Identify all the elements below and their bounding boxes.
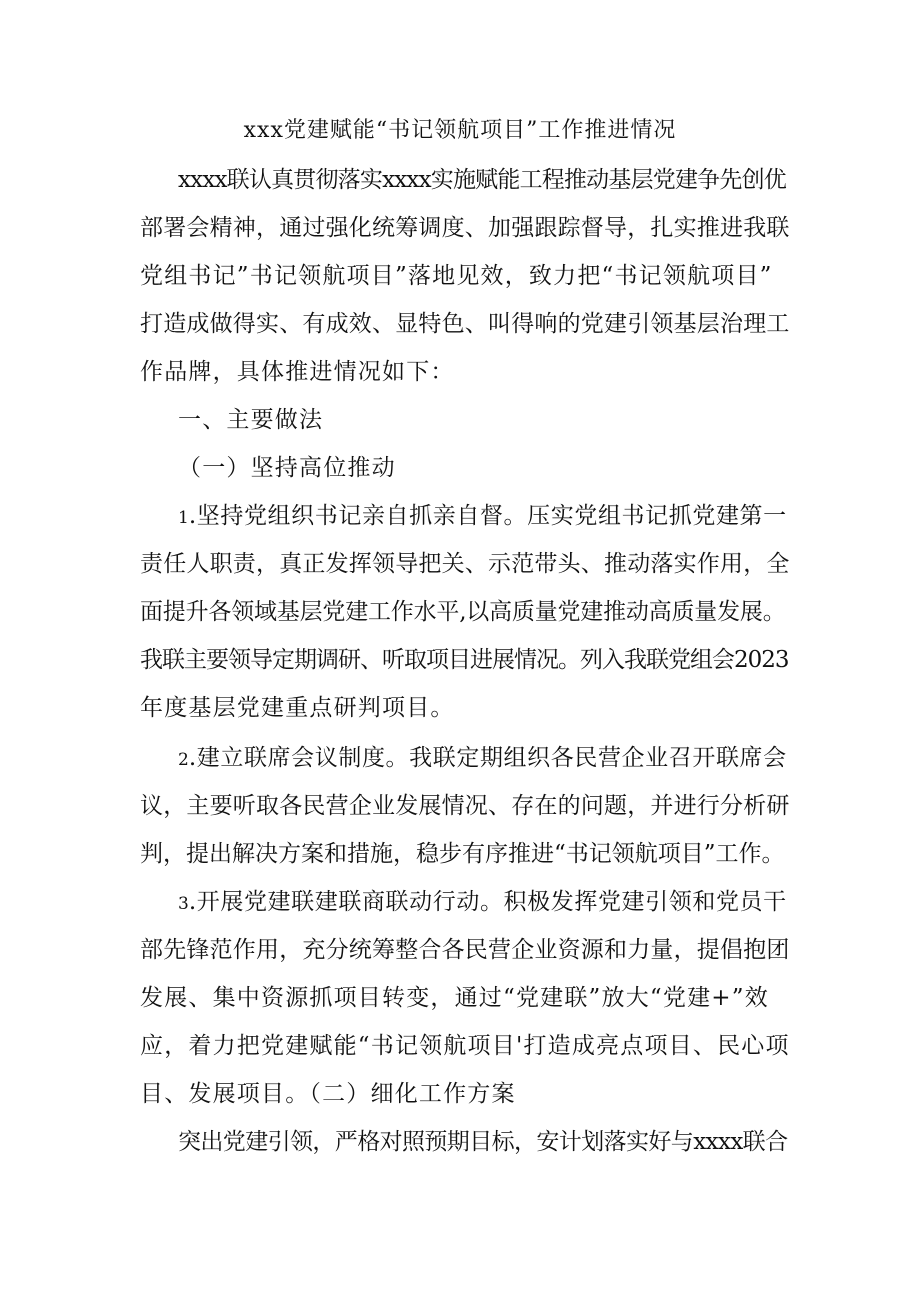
- item-1-line-5: 年度基层党建重点研判项目。: [140, 695, 455, 721]
- intro-line-4: 打造成做得实、有成效、显特色、叫得响的党建引领基层治理工: [140, 311, 790, 337]
- intro-line-2: 部署会精神，通过强化统筹调度、加强跟踪督导，扎实推进我联: [140, 215, 790, 241]
- item-3-line-1: 3.开展党建联建联商联动行动。积极发挥党建引领和党员干: [178, 889, 787, 915]
- item-1-line-4: 我联主要领导定期调研、听取项目进展情况。列入我联党组会2023: [140, 647, 789, 673]
- item-1-line-3: 面提升各领域基层党建工作水平,以高质量党建推动高质量发展。: [140, 599, 786, 625]
- item-1-number: 1: [178, 508, 189, 528]
- item-3-line-3: 发展、集中资源抓项目转变，通过“党建联”放大“党建+”效: [140, 985, 769, 1011]
- section-heading: 一、主要做法: [178, 407, 324, 433]
- item-2-line-1: 2.建立联席会议制度。我联定期组织各民营企业召开联席会: [178, 745, 787, 771]
- item-2-line-2: 议，主要听取各民营企业发展情况、存在的问题，并进行分析研: [140, 793, 790, 819]
- item-2-number: 2: [178, 750, 189, 770]
- intro-line-5: 作品牌，具体推进情况如下：: [140, 359, 455, 385]
- item-1-line-1: 1.坚持党组织书记亲自抓亲自督。压实党组书记抓党建第一: [178, 503, 787, 529]
- intro-line-1: xxxx联认真贯彻落实xxxx实施赋能工程推动基层党建争先创优: [178, 167, 786, 193]
- intro-line-3: 党组书记”书记领航项目”落地见效，致力把“书记领航项目”: [140, 263, 773, 289]
- item-3-line-4: 应，着力把党建赋能“书记领航项目'打造成亮点项目、民心项: [140, 1033, 790, 1059]
- item-3-line-5: 目、发展项目。（二）细化工作方案: [140, 1081, 516, 1107]
- item-2-line-3: 判，提出解决方案和措施，稳步有序推进“书记领航项目”工作。: [140, 841, 785, 867]
- item-3-number: 3: [178, 894, 189, 914]
- document-title: xxx党建赋能“书记领航项目”工作推进情况: [243, 118, 677, 143]
- item-1-line-2: 责任人职责，真正发挥领导把关、示范带头、推动落实作用，全: [140, 551, 790, 577]
- closing-line: 突出党建引领，严格对照预期目标，安计划落实好与xxxx联合: [178, 1129, 788, 1155]
- subsection-heading: （一）坚持高位推动: [178, 455, 396, 481]
- item-3-line-2: 部先锋范作用，充分统筹整合各民营企业资源和力量，提倡抱团: [140, 937, 790, 963]
